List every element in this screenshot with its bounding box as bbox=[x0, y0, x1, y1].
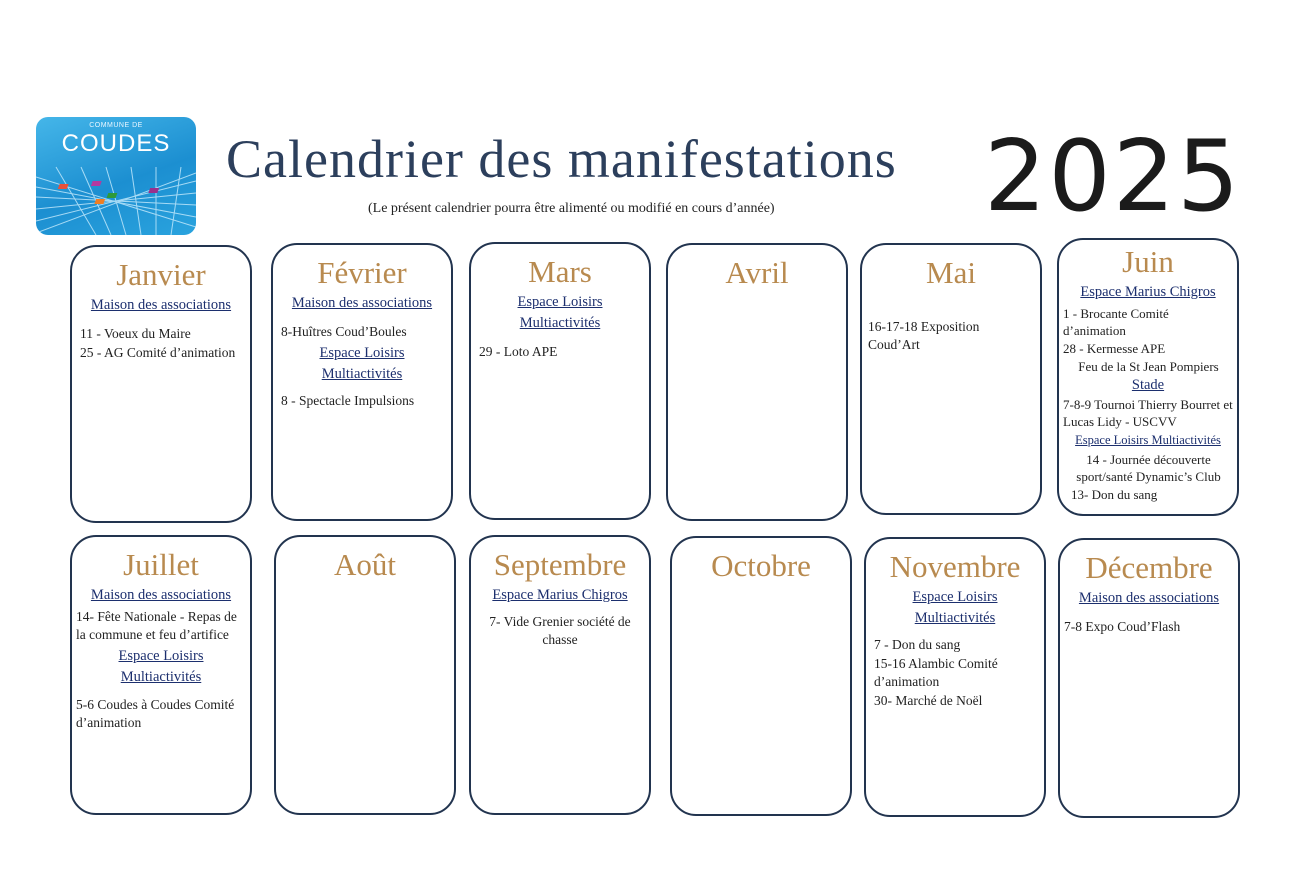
month-card-juin bbox=[1057, 238, 1239, 516]
event-item: 7- Vide Grenier société de chasse bbox=[489, 614, 631, 647]
event-item: 13- Don du sang bbox=[1071, 487, 1158, 502]
event-item: 14 - Journée découverte sport/santé Dynamic’s Club bbox=[1076, 452, 1221, 484]
event-item: 25 - AG Comité d’animation bbox=[80, 345, 236, 360]
commune-logo bbox=[36, 117, 196, 235]
month-card-avril bbox=[666, 243, 848, 521]
event-item: 15-16 Alambic Comité d’animation bbox=[874, 656, 998, 689]
venue-label: Maison des associations bbox=[1078, 590, 1220, 606]
venue-label: Maison des associations bbox=[90, 587, 232, 603]
venue-label: Maison des associations bbox=[291, 295, 433, 311]
page-title: Calendrier des manifestations bbox=[226, 129, 897, 189]
event-item: 30- Marché de Noël bbox=[874, 693, 983, 708]
event-item: 14- Fête Nationale - Repas de la commune et feu d’artifice bbox=[76, 609, 237, 642]
venue-label: Stade bbox=[1131, 377, 1165, 393]
month-card-septembre bbox=[469, 535, 651, 815]
month-card-aout bbox=[274, 535, 456, 815]
venue-label: Espace Loisirs Multiactivités bbox=[118, 648, 204, 685]
month-name: Mars bbox=[528, 254, 592, 289]
event-item: 8-Huîtres Coud’Boules bbox=[281, 324, 407, 339]
month-card-mars bbox=[469, 242, 651, 520]
month-name: Novembre bbox=[889, 549, 1021, 584]
event-item: 1 - Brocante Comité d’animation bbox=[1063, 306, 1169, 338]
logo-small-text: COMMUNE DE bbox=[89, 122, 143, 129]
month-name: Septembre bbox=[493, 547, 627, 582]
event-item: 8 - Spectacle Impulsions bbox=[281, 393, 415, 408]
month-name: Mai bbox=[926, 255, 976, 290]
logo-town-name: COUDES bbox=[61, 130, 171, 157]
venue-label: Maison des associations bbox=[90, 297, 232, 313]
month-card-novembre bbox=[864, 537, 1046, 817]
month-name: Décembre bbox=[1085, 550, 1213, 585]
event-item: 11 - Voeux du Maire bbox=[80, 326, 191, 341]
event-item: 7-8-9 Tournoi Thierry Bourret et Lucas Lidy - USCVV bbox=[1063, 397, 1233, 429]
month-name: Août bbox=[334, 547, 396, 582]
month-card-juillet bbox=[70, 535, 252, 815]
venue-label: Espace Loisirs Multiactivités bbox=[319, 345, 405, 382]
month-card-fevrier bbox=[271, 243, 453, 521]
event-item: 16-17-18 Exposition Coud’Art bbox=[868, 319, 980, 352]
venue-label: Espace Loisirs Multiactivités bbox=[517, 294, 603, 331]
month-name: Janvier bbox=[116, 257, 206, 292]
month-name: Juillet bbox=[123, 547, 199, 582]
month-card-octobre bbox=[670, 536, 852, 816]
month-name: Octobre bbox=[711, 548, 811, 583]
venue-label: Espace Marius Chigros bbox=[492, 587, 628, 603]
venue-label: Espace Marius Chigros bbox=[1080, 284, 1216, 300]
event-item: 29 - Loto APE bbox=[479, 344, 558, 359]
month-card-janvier bbox=[70, 245, 252, 523]
event-item: 7 - Don du sang bbox=[874, 637, 961, 652]
venue-label: Espace Loisirs Multiactivités bbox=[912, 589, 998, 626]
month-name: Avril bbox=[725, 255, 789, 290]
event-item: 28 - Kermesse APE bbox=[1063, 341, 1166, 356]
event-item: 5-6 Coudes à Coudes Comité d’animation bbox=[76, 697, 235, 730]
month-card-decembre bbox=[1058, 538, 1240, 818]
venue-label: Espace Loisirs Multiactivités bbox=[1075, 433, 1221, 447]
event-item: Feu de la St Jean Pompiers bbox=[1078, 359, 1219, 374]
year-label: 2025 bbox=[984, 120, 1242, 234]
page-subtitle: (Le présent calendrier pourra être alimenté ou modifié en cours d’année) bbox=[368, 201, 775, 216]
month-name: Juin bbox=[1122, 244, 1174, 279]
month-card-mai bbox=[860, 243, 1042, 515]
event-item: 7-8 Expo Coud’Flash bbox=[1064, 619, 1181, 634]
month-name: Février bbox=[317, 255, 407, 290]
